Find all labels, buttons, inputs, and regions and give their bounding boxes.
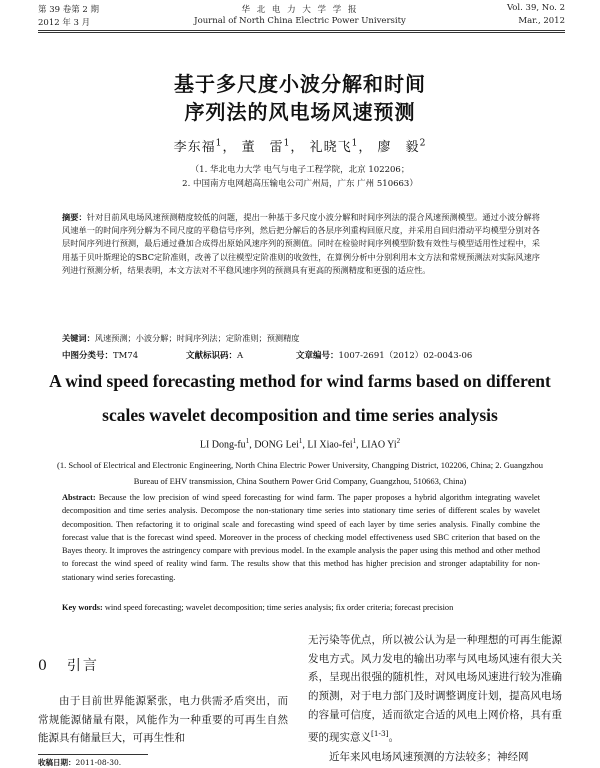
author-cn-2: 董 雷 — [241, 140, 284, 155]
body-right-p1-end: 。 — [388, 731, 400, 744]
keywords-en-text: wind speed forecasting; wavelet decomposition; time series analysis; fix order criteria; forecast precision — [104, 603, 454, 612]
keywords-cn — [62, 332, 540, 345]
header-date-en: Mar., 2012 — [518, 16, 565, 26]
authors-en — [0, 437, 600, 450]
keywords-cn-text: 风速预测；小波分解；时间序列法；定阶准则；预测精度 — [94, 333, 300, 343]
header-date: 2012 年 3 月 — [38, 18, 91, 28]
keywords-cn-label: 关键词： — [62, 333, 95, 343]
footnote-label: 收稿日期： — [38, 758, 76, 767]
author-cn-1: 李东福 — [173, 140, 216, 155]
abstract-cn-text: 针对目前风电场风速预测精度较低的问题，提出一种基于多尺度小波分解和时间序列法的混合风速预测模型。通过小波分解将风速单一的时间序列分解为不同尺度的平稳信号序列，然后把分解后的各层序列重构回原尺度，并采用自回归滑动平均模型分别对各层时间序列进行预测，最后通过叠加合成得出原始风速序列的预测值。同时在检验时间序列模型阶数有效性与模型适用性过程中，采用基于贝叶斯理论的SBC定阶准则，改善了以往模型定阶准则的收敛性，在算例分析中分别利用本文方法和常规预测法对实际风速序列进行预测分析，结果表明，本文方法对不平稳风速序列的预测具有更高的预测精度和更强的适应性。 — [62, 212, 540, 275]
doc-label: 文献标识码： — [186, 351, 238, 361]
section-heading-introduction — [38, 655, 99, 675]
keywords-en — [62, 601, 540, 614]
section-title: 引言 — [66, 658, 99, 674]
author-sep: , — [356, 439, 362, 451]
author-sep: ， — [222, 140, 237, 155]
abstract-cn-label: 摘要： — [62, 212, 87, 222]
author-sep: ， — [358, 140, 373, 155]
author-sep: , — [302, 439, 308, 451]
paper-title-cn-line2: 序列法的风电场风速预测 — [184, 100, 416, 124]
author-en-1: LI Dong-fu — [199, 439, 246, 451]
clc-label: 中图分类号： — [62, 351, 114, 361]
keywords-en-label: Key words: — [62, 603, 103, 612]
clc-value: TM74 — [113, 351, 139, 361]
author-en-1-sup: 1 — [245, 437, 250, 445]
paper-title-cn-line1: 基于多尺度小波分解和时间 — [174, 72, 426, 96]
paper-title-en-line1: A wind speed forecasting method for wind farms based on different — [49, 371, 551, 391]
author-en-4-sup: 2 — [396, 437, 401, 445]
author-sep: ， — [290, 140, 305, 155]
doc-value: A — [237, 351, 244, 361]
article-id — [296, 349, 472, 361]
author-cn-4-sup: 2 — [419, 138, 427, 149]
author-en-2: DONG Lei — [254, 439, 299, 451]
abstract-en-text: Because the low precision of wind speed forecasting for wind farm. The paper proposes a hybrid algorithm integrating wavelet decomposition and time series analysis. Decompose the non-stationary time series into stationary time series of different scales by wavelet decomposition. Then refactoring it to original scale and forecasting wind speed of each layer by time series analysis. Finally combine the forecast value that is the forecast wind speed. Moreover in the process of checking model effectiveness used SBC criterion that based on the Bayes theory. It improves the astringency compare with previous model. In the example analysis the paper using this method and other method to forecast the wind speed of reality wind farm. The results show that this method has higher precision and stronger adaptability for non-stationary wind series forecasting. — [62, 493, 540, 582]
header-rule — [38, 30, 565, 31]
affiliation-cn-line1: （1. 华北电力大学 电气与电子工程学院，北京 102206； — [190, 165, 410, 175]
article-id-label: 文章编号： — [296, 351, 339, 361]
author-cn-1-sup: 1 — [215, 138, 223, 149]
author-cn-4: 廖 毅 — [377, 140, 420, 155]
citation: [1-3] — [371, 728, 389, 738]
abstract-en-label: Abstract: — [62, 493, 96, 502]
author-cn-3: 礼晓飞 — [309, 140, 352, 155]
body-right-column — [308, 631, 562, 747]
clc-number — [62, 349, 138, 361]
header-journal-cn: 华 北 电 力 大 学 学 报 — [241, 5, 359, 15]
footnote-date: 2011-08-30. — [75, 758, 122, 767]
author-en-4: LIAO Yi — [361, 439, 397, 451]
article-id-value: 1007-2691（2012）02-0043-06 — [338, 351, 473, 361]
body-right-p2: 近年来风电场风速预测的方法较多；神经网 — [329, 751, 529, 763]
author-en-2-sup: 1 — [298, 437, 303, 445]
body-left-column: 由于目前世界能源紧张，电力供需矛盾突出，而常规能源储量有限，风能作为一种重要的可再生自然能源具有储量巨大，可再生性和 — [38, 695, 288, 745]
authors-cn — [0, 136, 600, 155]
affiliation-en: (1. School of Electrical and Electronic Engineering, North China Electric Power University, Changping District, 102206, China; 2. Guangzhou Bureau of EHV transmission, China Southern Power Grid Company, Guangzhou, 510663, China) — [57, 460, 543, 486]
author-en-3: LI Xiao-fei — [307, 439, 353, 451]
author-en-3-sup: 1 — [352, 437, 357, 445]
affiliation-cn-line2: 2. 中国南方电网超高压输电公司广州局，广东 广州 510663） — [182, 179, 418, 189]
body-right-p1: 无污染等优点，所以被公认为是一种理想的可再生能源发电方式。风力发电的输出功率与风电场风速有很大关系，呈现出很强的随机性，对风电场风速进行较为准确的预测，对于电力部门及时调整调度计划，提高风电场的容量可信度，适而欲定合适的风电上网价格，具有重要的现实意义 — [308, 634, 562, 744]
header-journal-en: Journal of North China Electric Power University — [194, 16, 406, 26]
author-sep: , — [249, 439, 255, 451]
author-cn-3-sup: 1 — [351, 138, 359, 149]
paper-title-en-line2: scales wavelet decomposition and time series analysis — [102, 405, 498, 425]
section-number: 0 — [38, 658, 49, 674]
header-rule-2 — [38, 32, 565, 33]
doc-code — [186, 349, 243, 361]
footnote-received — [38, 757, 121, 768]
abstract-cn — [62, 211, 540, 277]
header-vol-en: Vol. 39, No. 2 — [506, 3, 565, 13]
abstract-en — [62, 491, 540, 584]
header-volume: 第 39 卷第 2 期 — [38, 5, 100, 15]
author-cn-2-sup: 1 — [283, 138, 291, 149]
footnote-rule — [38, 754, 148, 755]
